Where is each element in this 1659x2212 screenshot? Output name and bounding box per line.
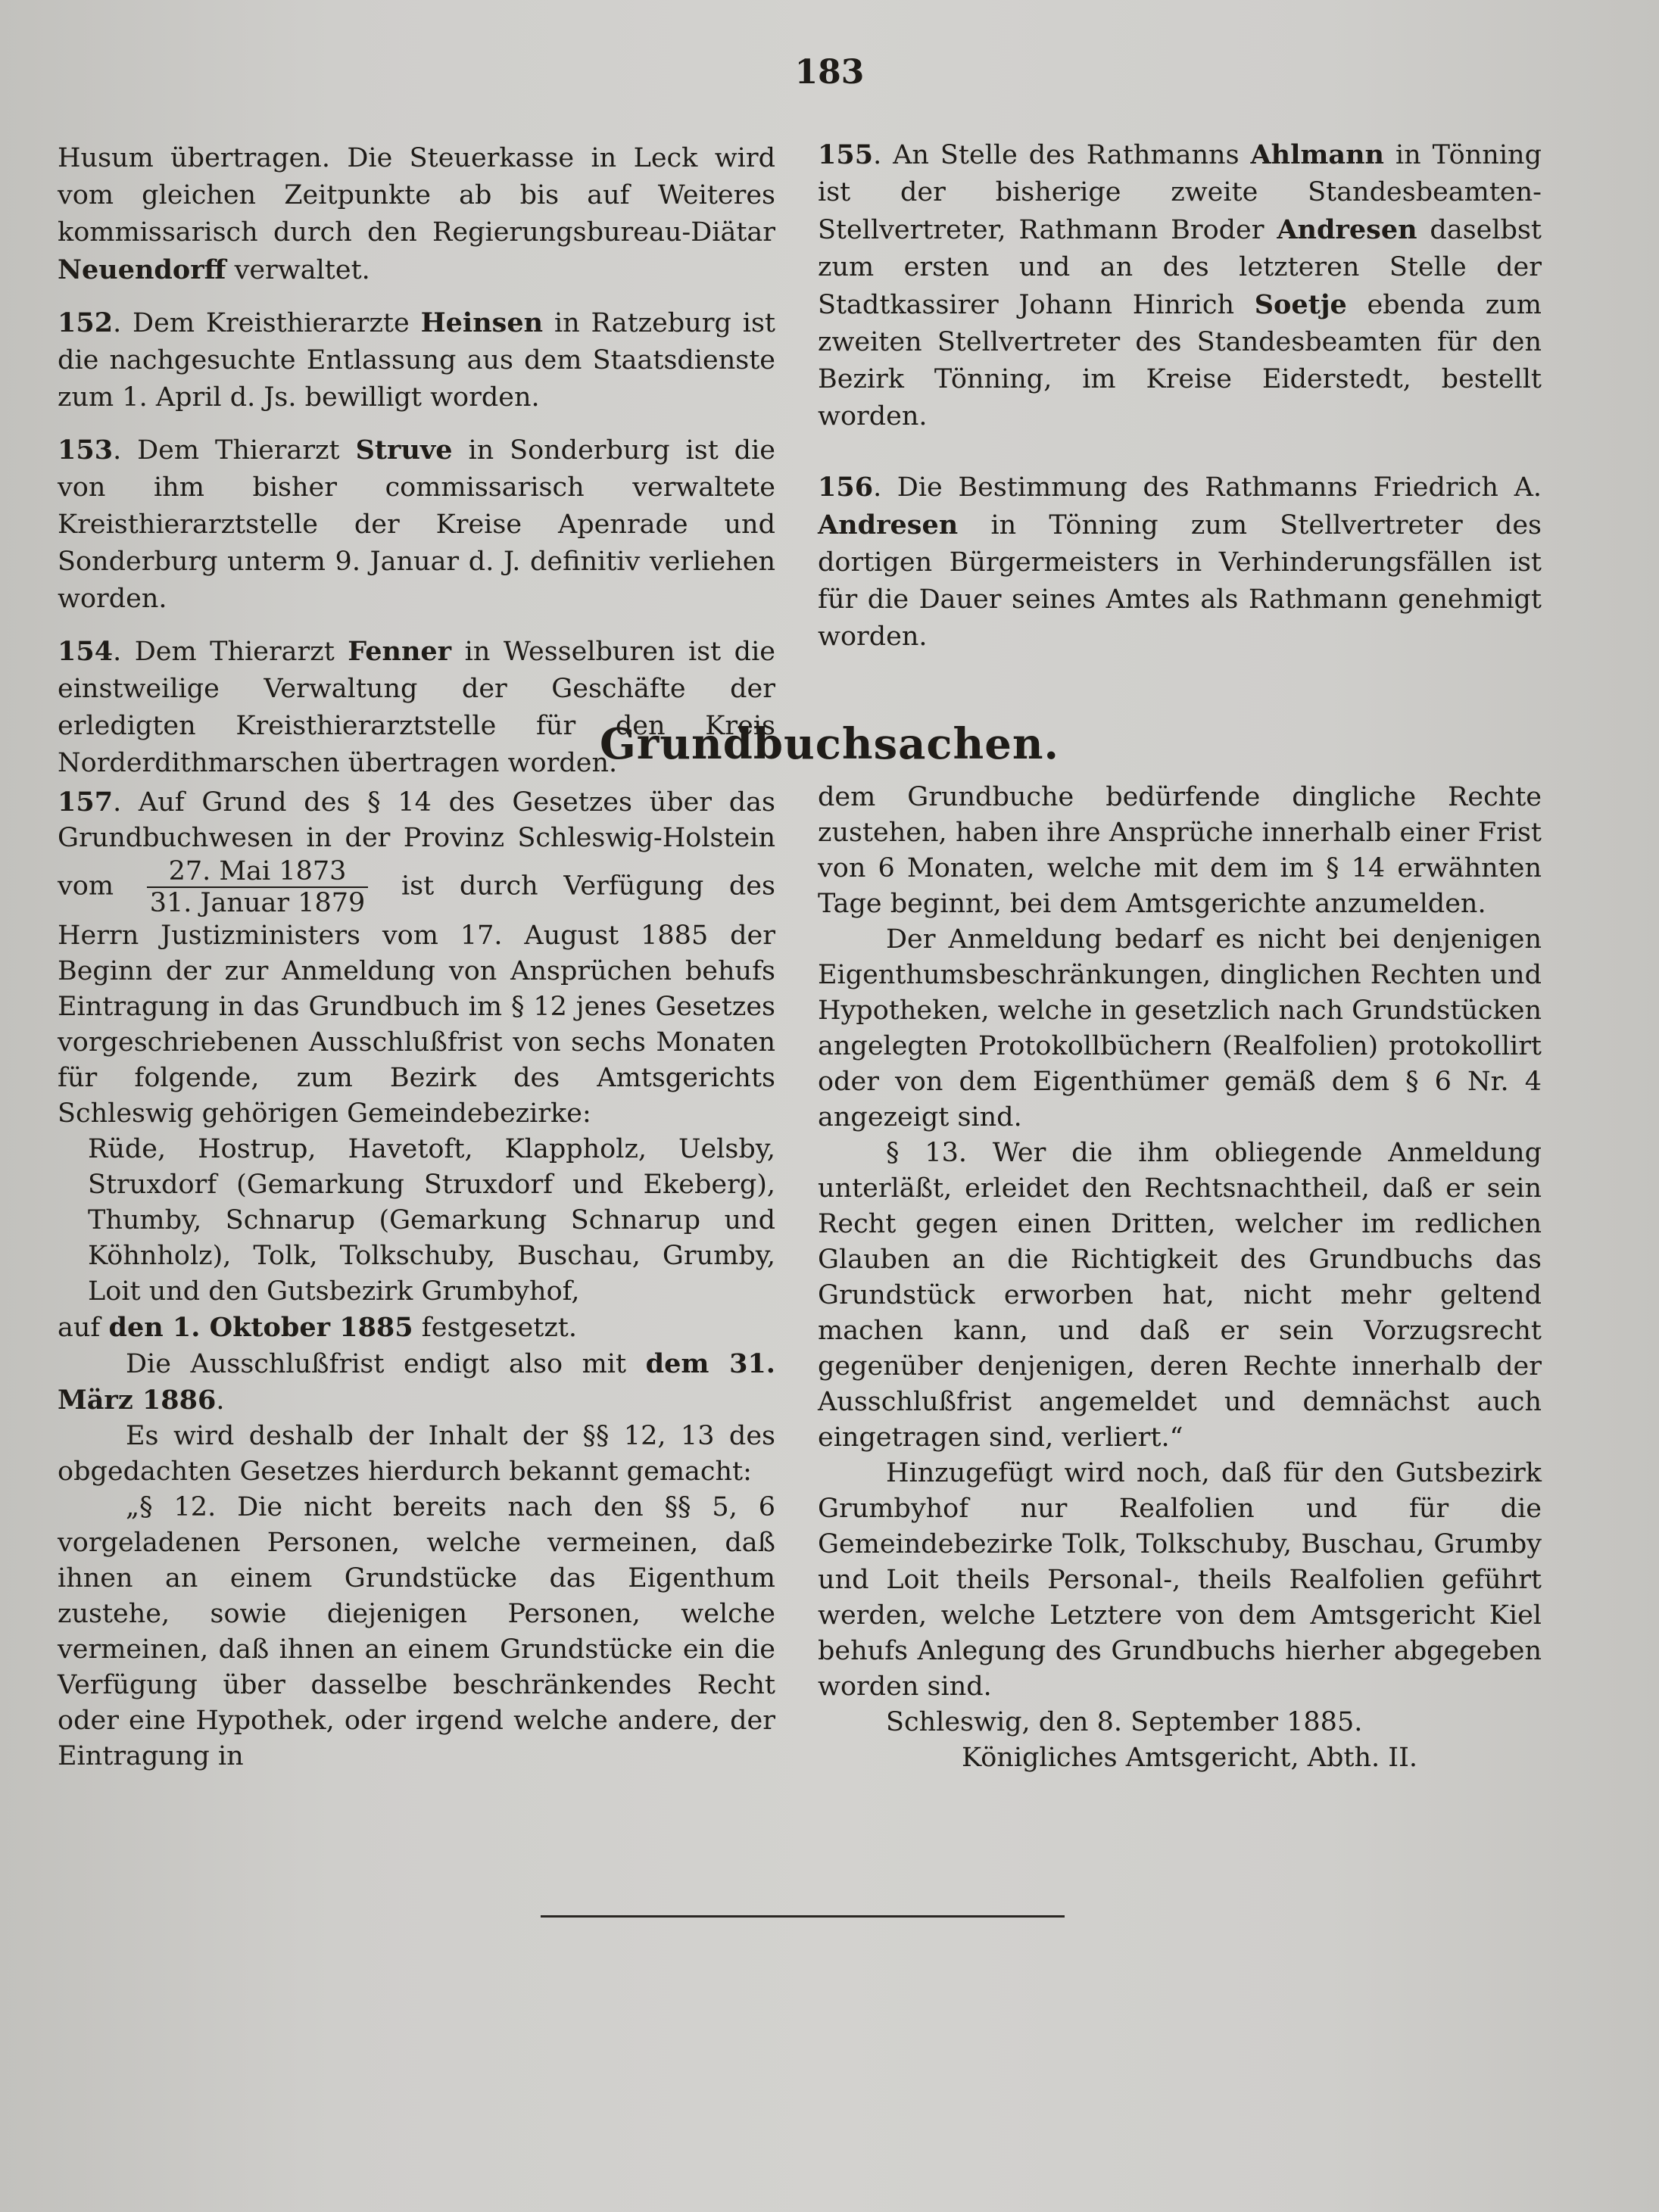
person-name: Neuendorff (58, 254, 226, 285)
item-number: 155 (818, 139, 874, 170)
paragraph-157: 157. Auf Grund des § 14 des Gesetzes über das Grundbuchwesen in der Provinz Schleswig-Holstein vom $\frac{\text{27. Mai 1873}}{\text{31. Januar 1879}}$ ist durch Verfügung des Herrn Justizministers vom 17. August 1885 der Beginn der zur Anmeldung von Ansprüchen behufs Eintragung in das Grundbuch im § 12 jenes Gesetzes vorgeschriebenen Ausschlußfrist von sechs Monaten für folgende, zum Bezirk des Amtsgerichts Schleswig gehörigen Gemeindebezirke: (58, 787, 775, 1129)
person-name: Heinsen (420, 307, 544, 338)
quote-continuation: dem Grundbuche bedürfende dingliche Rechte zustehen, haben ihre Ansprüche innerhalb einer Frist von 6 Monaten, welche mit dem im § 14 erwähnten Tage beginnt, bei dem Amtsgerichte anzumelden. (818, 782, 1542, 919)
end-date: dem 31. März 1886 (58, 1348, 775, 1416)
fraction-bottom: 31. Januar 1879 (149, 888, 366, 918)
person-name: Andresen (818, 509, 959, 541)
additional-note: Hinzugefügt wird noch, daß für den Gutsbezirk Grumbyhof nur Realfolien und für die Gemeindebezirke Tolk, Tolkschuby, Buschau, Grumby und Loit theils Personal-, theils Realfolien geführt werden, welche Letztere von dem Amtsgericht Kiel behufs Anlegung des Grundbuchs hierher abgegeben worden sind. (818, 1458, 1542, 1702)
left-column-bottom (58, 784, 775, 1774)
person-name: Struve (355, 435, 453, 466)
start-date-line: auf den 1. Oktober 1885 festgesetzt. (58, 1312, 577, 1343)
person-name: Ahlmann (1250, 139, 1385, 170)
start-date: den 1. Oktober 1885 (108, 1312, 413, 1343)
closing-rule (541, 1915, 1065, 1918)
end-date-line: Die Ausschlußfrist endigt also mit dem 31. März 1886. (58, 1348, 775, 1416)
left-column-top (58, 140, 775, 797)
section-title: Grundbuchsachen. (599, 719, 1060, 769)
right-column-top (818, 136, 1542, 671)
item-number: 156 (818, 472, 874, 503)
right-column-bottom (818, 780, 1542, 1776)
item-number: 152 (58, 307, 114, 338)
person-name: Fenner (348, 636, 452, 667)
quote-paragraph-12: „§ 12. Die nicht bereits nach den §§ 5, 6 vorgeladenen Personen, welche vermeinen, daß ihnen an einem Grundstücke das Eigenthum zustehe, sowie diejenigen Personen, welche vermeinen, daß ihnen an einem Grundstücke ein die Verfügung über dasselbe beschränkendes Recht oder eine Hypothek, oder irgend welche andere, der Eintragung in (58, 1492, 775, 1771)
paragraph-152: 152. Dem Kreisthierarzte Heinsen in Ratzeburg ist die nachgesuchte Entlassung aus dem Staatsdienste zum 1. April d. Js. bewilligt worden. (58, 307, 775, 413)
item-number: 157 (58, 787, 114, 818)
person-name: Andresen (1277, 214, 1417, 245)
person-name: Soetje (1254, 289, 1347, 320)
paragraph-151-end: Husum übertragen. Die Steuerkasse in Leck wird vom gleichen Zeitpunkte ab bis auf Weiteres kommissarisch durch den Regierungsbureau-Diätar Neuendorff verwaltet. (58, 143, 775, 285)
places-list: Rüde, Hostrup, Havetoft, Klappholz, Uelsby, Struxdorf (Gemarkung Struxdorf und Ekeberg), Thumby, Schnarup (Gemarkung Schnarup und Köhnholz), Tolk, Tolkschuby, Buschau, Grumby, Loit und den Gutsbezirk Grumbyhof, (88, 1134, 775, 1307)
paragraph-153: 153. Dem Thierarzt Struve in Sonderburg ist die von ihm bisher commissarisch verwaltete Kreisthierarztstelle der Kreise Apenrade und Sonderburg unterm 9. Januar d. J. definitiv verliehen worden. (58, 435, 775, 614)
paragraph-154: 154. Dem Thierarzt Fenner in Wesselburen ist die einstweilige Verwaltung der Geschäfte der erledigten Kreisthierarztstelle für den Kreis Norderdithmarschen übertragen worden. (58, 636, 775, 778)
paragraph-156: 156. Die Bestimmung des Rathmanns Friedrich A. Andresen in Tönning zum Stellvertreter des dortigen Bürgermeisters in Verhinderungsfällen ist für die Dauer seines Amtes als Rathmann genehmigt worden. (818, 472, 1542, 652)
page-number: 183 (794, 53, 865, 92)
item-number: 153 (58, 435, 114, 466)
fraction-top: 27. Mai 1873 (147, 856, 369, 888)
court-signature: Königliches Amtsgericht, Abth. II. (962, 1743, 1418, 1773)
item-number: 154 (58, 636, 114, 667)
date-fraction (147, 856, 369, 918)
registration-exception: Der Anmeldung bedarf es nicht bei denjenigen Eigenthumsbeschränkungen, dinglichen Rechten und Hypotheken, welche in gesetzlich nach Grundstücken angelegten Protokollbüchern (Realfolien) protokollirt oder von dem Eigenthümer gemäß dem § 6 Nr. 4 angezeigt sind. (818, 924, 1542, 1132)
quote-paragraph-13: § 13. Wer die ihm obliegende Anmeldung unterläßt, erleidet den Rechtsnachtheil, daß er sein Recht gegen einen Dritten, welcher im redlichen Glauben an die Richtigkeit des Grundbuchs das Grundstück erworben hat, nicht mehr geltend machen kann, und daß er sein Vorzugsrecht gegenüber denjenigen, deren Rechte innerhalb der Ausschlußfrist angemeldet und demnächst auch eingetragen sind, verliert.“ (818, 1138, 1542, 1453)
paragraph-155: 155. An Stelle des Rathmanns Ahlmann in Tönning ist der bisherige zweite Standesbeamten-Stellvertreter, Rathmann Broder Andresen daselbst zum ersten und an des letzteren Stelle der Stadtkassirer Johann Hinrich Soetje ebenda zum zweiten Stellvertreter des Standesbeamten für den Bezirk Tönning, im Kreise Eiderstedt, bestellt worden. (818, 139, 1542, 431)
place-date-signature: Schleswig, den 8. September 1885. (886, 1707, 1363, 1737)
publication-note: Es wird deshalb der Inhalt der §§ 12, 13 des obgedachten Gesetzes hierdurch bekannt gemacht: (58, 1421, 775, 1487)
